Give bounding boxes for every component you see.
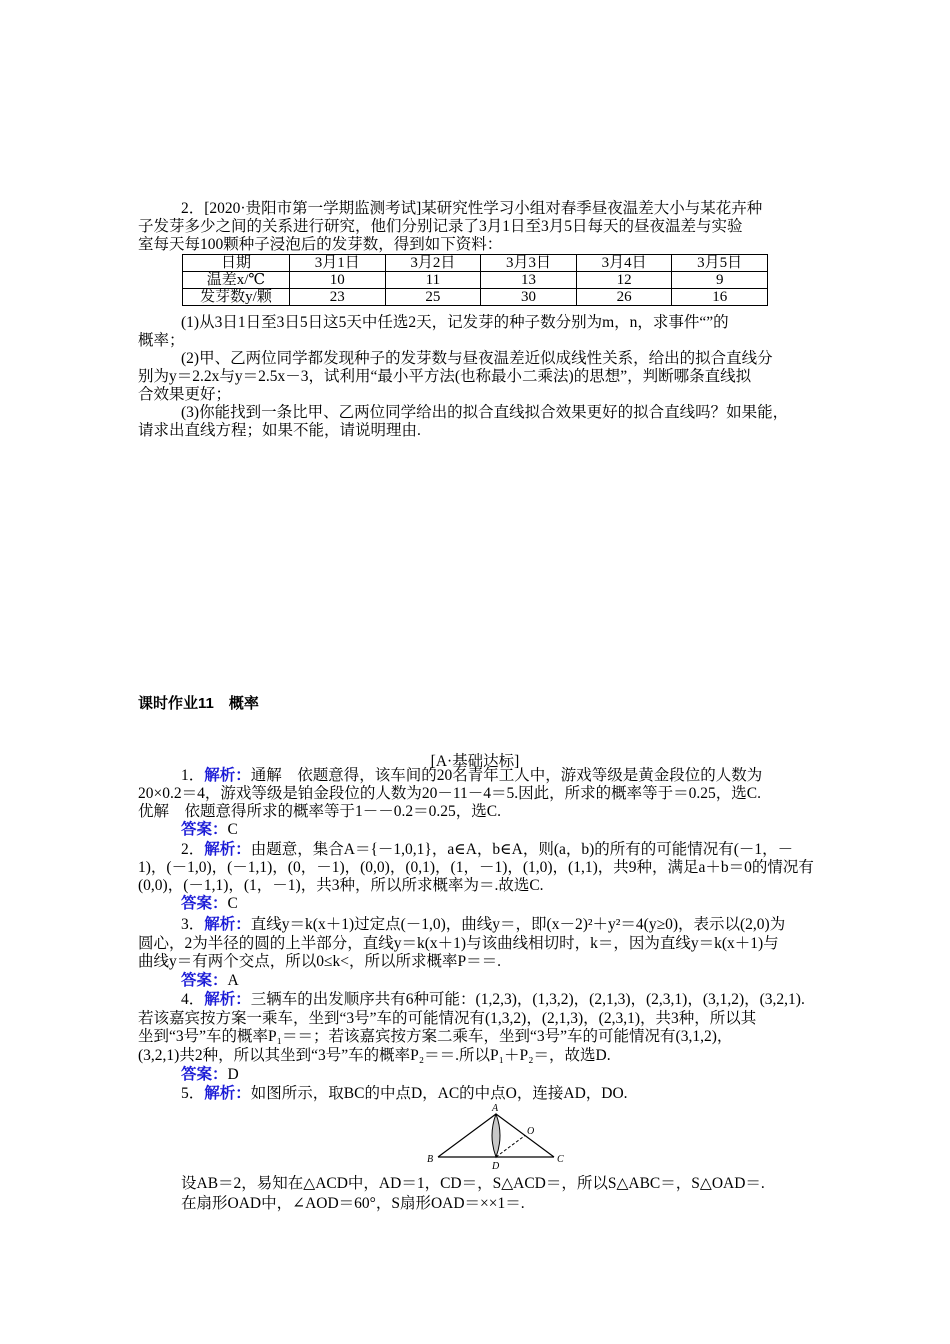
solution4-line4: (3,2,1)共2种，所以其坐到“3号”车的概率P₂＝＝.所以P₁＋P₂＝，故选D. (138, 1047, 611, 1064)
table-cell: 3月3日 (481, 255, 577, 272)
solution-text: 通解 依题意得，该车间的20名青年工人中，游戏等级是黄金段位的人数为 (250, 767, 763, 784)
solution1-line1 (181, 767, 762, 785)
label-d: D (492, 1161, 500, 1172)
page-title: 课时作业11 概率 (138, 695, 259, 712)
table-row (183, 255, 768, 272)
problem2-line3: 室每天每100颗种子浸泡后的发芽数，得到如下资料： (138, 236, 503, 253)
solution3-line1 (181, 916, 785, 934)
solution4-line1 (181, 991, 805, 1009)
triangle-figure (424, 1100, 574, 1172)
analysis-label: 解析： (204, 1085, 251, 1102)
analysis-label: 解析： (204, 767, 251, 784)
label-b: B (427, 1154, 434, 1165)
table-cell: 日期 (183, 255, 290, 272)
table-row (183, 289, 768, 306)
answer-value: C (227, 895, 238, 912)
solution1-line3: 优解 依题意得所求的概率等于1－－0.2＝0.25，选C. (138, 803, 501, 820)
solution3-line3: 曲线y＝有两个交点，所以0≤k<，所以所求概率P＝＝. (138, 953, 501, 970)
q2-line3: 合效果更好； (138, 386, 232, 403)
solution3-line2: 圆心，2为半径的圆的上半部分，直线y＝k(x＋1)与该曲线相切时，k＝，因为直线y＝k(x＋1)与 (138, 935, 779, 952)
solution1-line2: 20×0.2＝4，游戏等级是铂金段位的人数为20－11－4＝5.因此，所求的概率等于＝0.25，选C. (138, 785, 762, 802)
answer4 (181, 1066, 239, 1084)
solution-text: 直线y＝k(x＋1)过定点(－1,0)，曲线y＝，即(x－2)²＋y²＝4(y≥0)，表示以(2,0)为 (250, 916, 786, 933)
solution-number: 4． (181, 991, 205, 1008)
table-row (183, 272, 768, 289)
table-cell: 3月4日 (576, 255, 672, 272)
solution-text: 由题意，集合A＝{－1,0,1}，a∈A，b∈A，则(a，b)的所有的可能情况有(－1，－ (250, 841, 794, 858)
problem2-line1: 2．[2020·贵阳市第一学期监测考试]某研究性学习小组对春季昼夜温差大小与某花卉种 (181, 200, 763, 217)
answer-label: 答案： (181, 821, 228, 838)
answer-value: D (227, 1066, 239, 1083)
analysis-label: 解析： (204, 991, 251, 1008)
solution2-line1 (181, 841, 793, 859)
answer-label: 答案： (181, 1066, 228, 1083)
table-cell: 23 (290, 289, 386, 306)
table-cell: 16 (672, 289, 768, 306)
table-cell: 3月5日 (672, 255, 768, 272)
answer2 (181, 895, 238, 913)
q1-line2: 概率； (138, 332, 185, 349)
analysis-label: 解析： (204, 841, 251, 858)
solution-number: 3． (181, 916, 205, 933)
solution5-line2: 设AB＝2，易知在△ACD中，AD＝1，CD＝，S△ACD＝，所以S△ABC＝，S△OAD＝. (181, 1175, 765, 1192)
data-table (182, 254, 768, 306)
table-cell: 9 (672, 272, 768, 289)
answer1 (181, 821, 238, 839)
q3-line1: (3)你能找到一条比甲、乙两位同学给出的拟合直线拟合效果更好的拟合直线吗？如果能， (181, 404, 789, 421)
analysis-label: 解析： (204, 916, 251, 933)
solution4-line3: 坐到“3号”车的概率P₁＝＝；若该嘉宾按方案二乘车，坐到“3号”车的可能情况有(3,1,2)， (138, 1028, 733, 1045)
solution-number: 5． (181, 1085, 205, 1102)
solution-number: 2． (181, 841, 205, 858)
table-cell: 12 (576, 272, 672, 289)
answer-label: 答案： (181, 895, 228, 912)
table-cell: 26 (576, 289, 672, 306)
label-a: A (492, 1103, 499, 1114)
problem2-line2: 子发芽多少之间的关系进行研究，他们分别记录了3月1日至3月5日每天的昼夜温差与实验 (138, 218, 743, 235)
answer-label: 答案： (181, 972, 228, 989)
solution2-line2: 1)，(－1,0)，(－1,1)，(0，－1)，(0,0)，(0,1)，(1，－1)，(1,0)，(1,1)，共9种，满足a＋b＝0的情况有 (138, 859, 814, 876)
q2-line1: (2)甲、乙两位同学都发现种子的发芽数与昼夜温差近似成线性关系，给出的拟合直线分 (181, 350, 773, 367)
solution5-line3: 在扇形OAD中，∠AOD＝60°，S扇形OAD＝××1＝. (181, 1195, 525, 1212)
table-cell: 发芽数y/颗 (183, 289, 290, 306)
segment-ab (438, 1114, 496, 1157)
solution4-line2: 若该嘉宾按方案一乘车，坐到“3号”车的可能情况有(1,3,2)，(2,1,3)，(2,3,1)，共3种，所以其 (138, 1010, 757, 1027)
table-cell: 11 (385, 272, 481, 289)
section-title: [A·基础达标] (430, 753, 520, 770)
label-o: O (527, 1126, 535, 1137)
table-cell: 25 (385, 289, 481, 306)
table-cell: 温差x/℃ (183, 272, 290, 289)
q1-line1: (1)从3日1日至3日5日这5天中任选2天，记发芽的种子数分别为m，n，求事件“”的 (181, 314, 729, 331)
label-c: C (557, 1154, 564, 1165)
table-cell: 13 (481, 272, 577, 289)
table-cell: 3月2日 (385, 255, 481, 272)
answer-value: A (227, 972, 239, 989)
lens-region (492, 1114, 500, 1157)
table-cell: 3月1日 (290, 255, 386, 272)
solution-text: 三辆车的出发顺序共有6种可能：(1,2,3)，(1,3,2)，(2,1,3)，(2,3,1)，(3,1,2)，(3,2,1). (250, 991, 805, 1008)
table-cell: 10 (290, 272, 386, 289)
solution2-line3: (0,0)，(－1,1)，(1，－1)，共3种，所以所求概率为＝.故选C. (138, 877, 544, 894)
table-cell: 30 (481, 289, 577, 306)
q3-line2: 请求出直线方程；如果不能，请说明理由. (138, 422, 421, 439)
q2-line2: 别为y＝2.2x与y＝2.5x－3，试利用“最小平方法(也称最小二乘法)的思想”，判断哪条直线拟 (138, 368, 752, 385)
answer3 (181, 972, 239, 990)
solution-number: 1． (181, 767, 205, 784)
answer-value: C (227, 821, 238, 838)
solution-text: 如图所示，取BC的中点D，AC的中点O，连接AD，DO. (250, 1085, 628, 1102)
